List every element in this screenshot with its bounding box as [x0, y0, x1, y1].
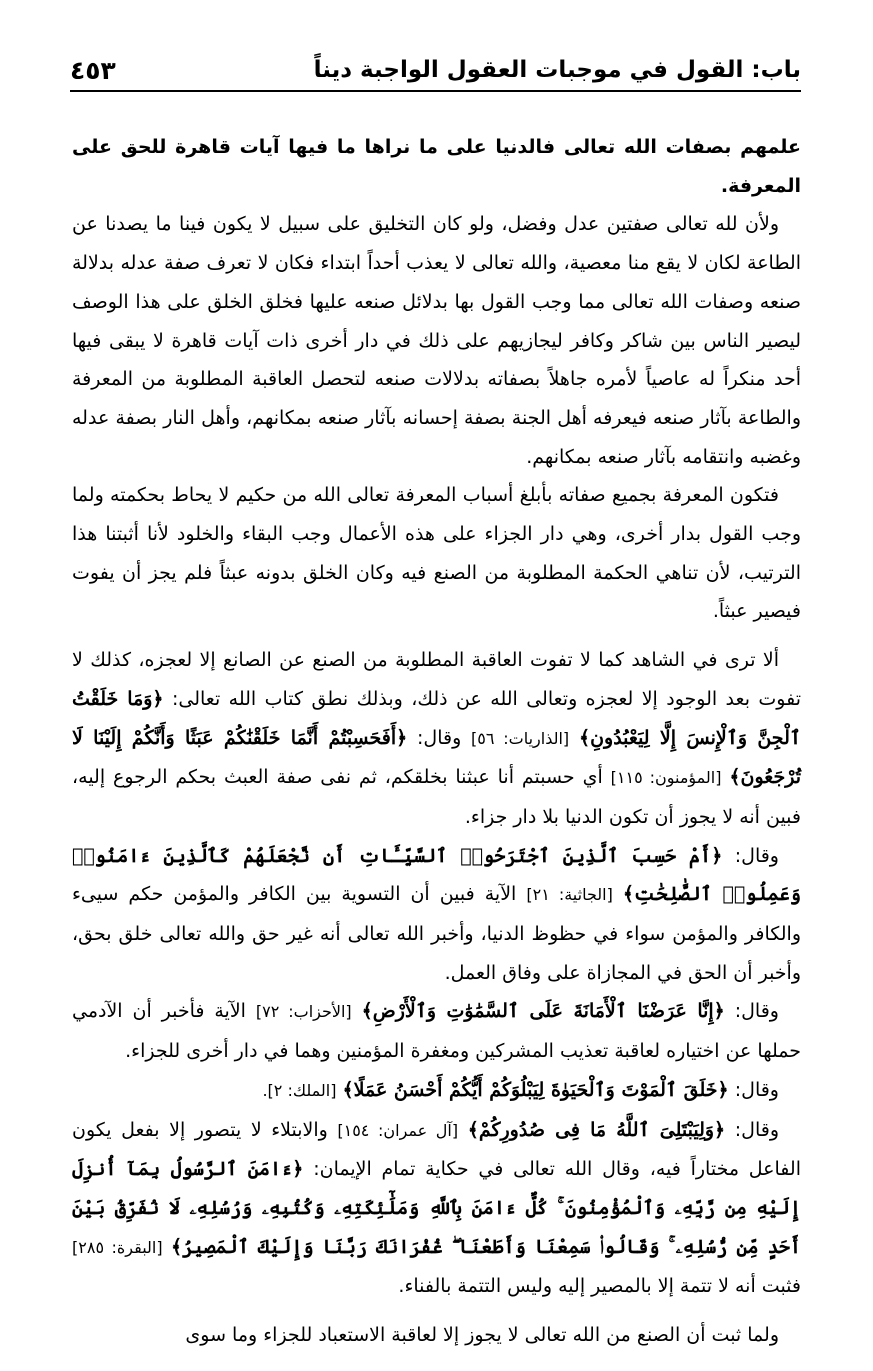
verse-reference: [المؤمنون: ١١٥]: [610, 768, 722, 788]
verse-reference: [الملك: ٢].: [262, 1080, 337, 1100]
paragraph-6: [72, 992, 801, 1070]
paragraph-4-text-b: وقال:: [417, 726, 462, 749]
paragraph-6-text-a: وقال:: [734, 1000, 779, 1023]
paragraph-4-text-c: أي حسبتم أنا عبثنا بخلقكم، ثم نفى صفة العبث بحكم الرجوع إليه، فبين أنه لا يجوز أن تكون الدنيا بلا دار جزاء.: [72, 766, 801, 828]
page-header: [70, 50, 801, 92]
verse-reference: [الجاثية: ٢١]: [526, 885, 613, 905]
verse-reference: [الأحزاب: ٧٢]: [255, 1002, 352, 1022]
paragraph-9: ولما ثبت أن الصنع من الله تعالى لا يجوز إلا لعاقبة الاستعباد للجزاء وما سوى: [185, 1324, 779, 1347]
paragraph-5: [72, 837, 801, 993]
paragraph-6-text-b: الآية فأخبر أن الآدمي حملها عن اختياره لعاقبة تعذيب المشركين ومغفرة المؤمنين وهما في دار أخرى للجزاء.: [72, 1000, 801, 1063]
paragraph-2: ولأن لله تعالى صفتين عدل وفضل، ولو كان التخليق على سبيل لا يكون فينا ما يصدنا عن الطاعة لكان لا يقع منا معصية، والله تعالى لا يعذب أحداً ابتداء فكان لا تعرف صفة عدله بدلالة صنعه وصفات الله تعالى مما وجب القول بها بدلائل صنعه عليها فخلق الخلق على هذا الوصف ليصير الناس بين شاكر وكافر ليجازيهم على ذلك في دار أخرى ذات آيات قاهرة لا يبقى فيها أحد منكراً له عاصياً لأمره جاهلاً بصفاته بدلالات صنعه لتحصل العاقبة المطلوبة من المعرفة والطاعة بآثار صنعه فيعرفه أهل الجنة بصفة إحسانه بآثار صنعه بمكانهم، وأهل النار بصفة عدله وغضبه وانتقامه بآثار صنعه بمكانهم.: [72, 213, 801, 468]
paragraph-8-text-a: وقال:: [734, 1118, 780, 1141]
quran-verse-al-jathiya: ﴿أَمْ حَسِبَ ٱلَّذِينَ ٱجْتَرَحُوا۟ ٱلسَّيِّـَٔاتِ أَن نَّجْعَلَهُمْ كَٱلَّذِينَ ءَامَنُوا۟ وَعَمِلُوا۟ ٱلصَّٰلِحَٰتِ﴾: [72, 844, 801, 906]
paragraph-5-text-b: الآية فبين أن التسوية بين الكافر والمؤمن حكم سيىء والكافر والمؤمن سواء في حظوظ الدنيا، وأخبر الله تعالى أنه غير حق والله تعالى خلق بحق، وأخبر أن الحق في المجازاة على وفاق العمل.: [72, 883, 801, 984]
quran-verse-al-mulk: ﴿خَلَقَ ٱلْمَوْتَ وَٱلْحَيَوٰةَ لِيَبْلُوَكُمْ أَيُّكُمْ أَحْسَنُ عَمَلًا﴾: [342, 1078, 729, 1101]
paragraph-4: [72, 641, 801, 837]
paragraph-8-text-b: والابتلاء لا يتصور إلا بفعل يكون الفاعل مختاراً فيه، وقال الله تعالى في حكاية تمام الإيمان:: [72, 1118, 801, 1181]
verse-reference: [آل عمران: ١٥٤]: [337, 1120, 459, 1140]
paragraph-3: فتكون المعرفة بجميع صفاته بأبلغ أسباب المعرفة تعالى الله من حكيم لا يحاط بحكمته ولما وجب القول بدار أخرى، وهي دار الجزاء على هذه الأعمال وجب البقاء والخلود لأنا أثبتنا هذا الترتيب، لأن تناهي الحكمة المطلوبة من الصنع فيه وكان الخلق بدونه عبثاً فلم يجز أن يفوت فيصير عبثاً.: [72, 484, 801, 623]
verse-reference: [البقرة: ٢٨٥]: [72, 1237, 163, 1257]
paragraph-7-text-a: وقال:: [734, 1078, 779, 1101]
paragraph-7: [72, 1071, 801, 1111]
chapter-title: باب: القول في موجبات العقول الواجبة ديناً: [313, 57, 801, 83]
quran-verse-adh-dhariyat: ﴿وَمَا خَلَقْتُ ٱلْجِنَّ وَٱلْإِنسَ إِلَّا لِيَعْبُدُونِ﴾: [72, 687, 801, 749]
quran-verse-al-baqara: ﴿ءَامَنَ ٱلرَّسُولُ بِمَآ أُنزِلَ إِلَيْهِ مِن رَّبِّهِۦ وَٱلْمُؤْمِنُونَ ۚ كُلٌّ ءَامَنَ بِٱللَّهِ وَمَلَٰٓئِكَتِهِۦ وَكُتُبِهِۦ وَرُسُلِهِۦ لَا نُفَرِّقُ بَيْنَ أَحَدٍ مِّن رُّسُلِهِۦ ۚ وَقَالُوا۟ سَمِعْنَا وَأَطَعْنَا ۖ غُفْرَانَكَ رَبَّنَا وَإِلَيْكَ ٱلْمَصِيرُ﴾: [72, 1158, 801, 1258]
page-number: ٤٥٣: [70, 55, 116, 85]
quran-verse-al-imran: ﴿وَلِيَبْتَلِىَ ٱللَّهُ مَا فِى صُدُورِكُمْ﴾: [467, 1118, 726, 1141]
paragraph-4-text-a: ألا ترى في الشاهد كما لا تفوت العاقبة المطلوبة من الصنع عن الصانع إلا لعجزه، كذلك لا تفوت بعد الوجود إلا لعجزه وتعالى الله عن ذلك، وبذلك نطق كتاب الله تعالى:: [72, 649, 801, 710]
paragraph-8: [72, 1111, 801, 1307]
quran-verse-al-muminun: ﴿أَفَحَسِبْتُمْ أَنَّمَا خَلَقْنَٰكُمْ عَبَثًا وَأَنَّكُمْ إِلَيْنَا لَا تُرْجَعُونَ﴾: [72, 726, 801, 789]
paragraph-1: علمهم بصفات الله تعالى فالدنيا على ما نراها ما فيها آيات قاهرة للحق على المعرفة.: [72, 136, 801, 197]
verse-reference: [الذاريات: ٥٦]: [471, 728, 570, 748]
page-body: [72, 128, 801, 1355]
paragraph-8-text-c: فثبت أنه لا تتمة إلا بالمصير إليه وليس التتمة بالفناء.: [398, 1275, 801, 1298]
paragraph-5-text-a: وقال:: [734, 844, 779, 867]
quran-verse-al-ahzab: ﴿إِنَّا عَرَضْنَا ٱلْأَمَانَةَ عَلَى ٱلسَّمَٰوَٰتِ وَٱلْأَرْضِ﴾: [361, 1000, 725, 1023]
